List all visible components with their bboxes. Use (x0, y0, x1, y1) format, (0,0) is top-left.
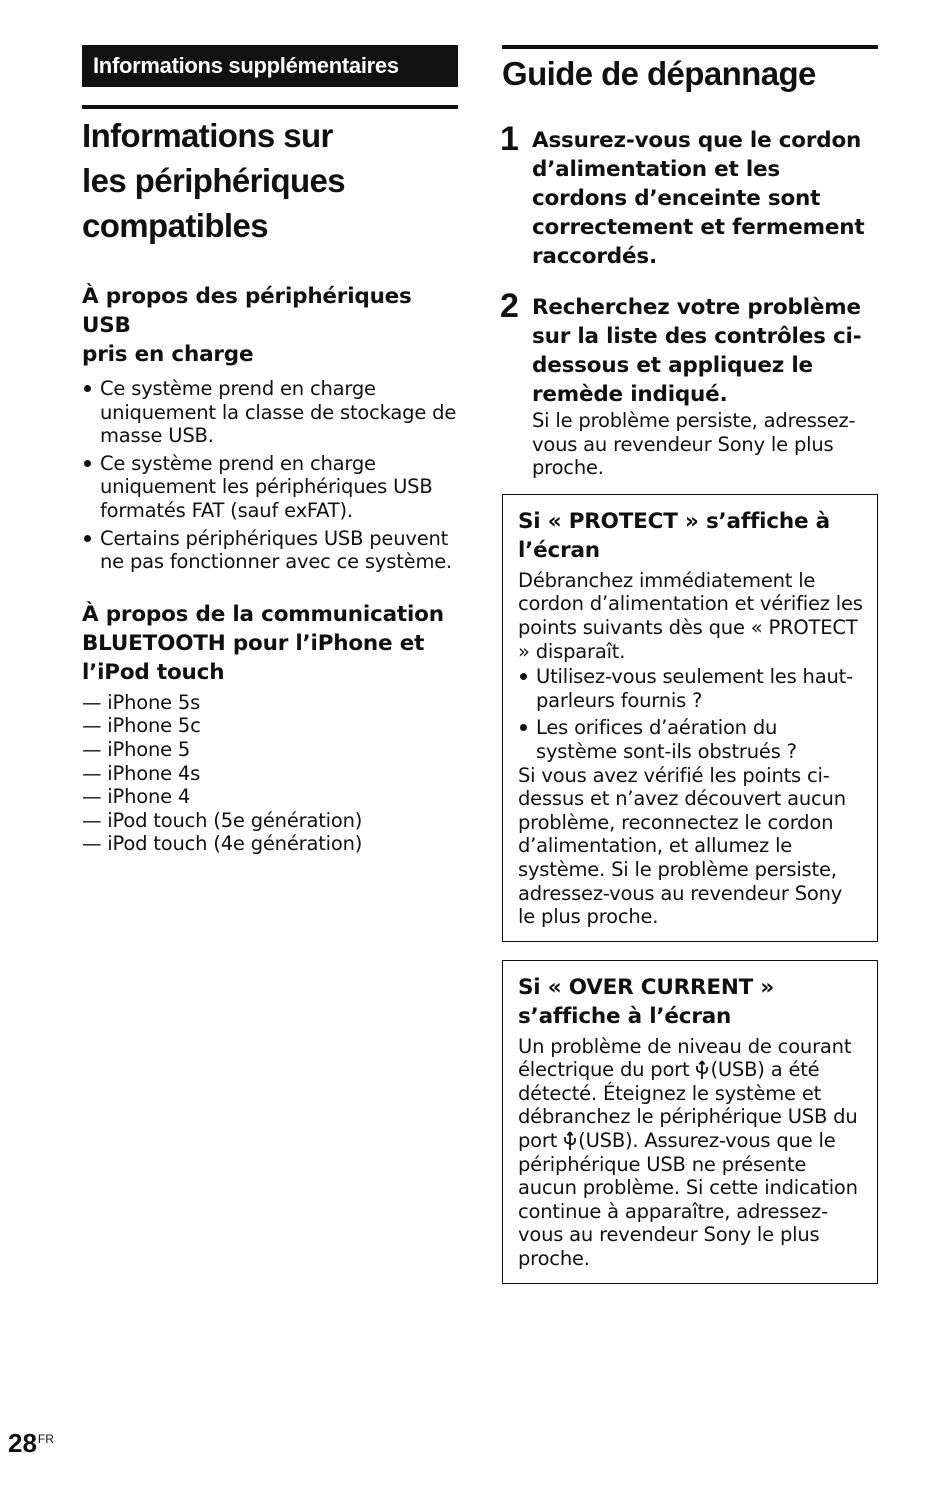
page-title (82, 113, 458, 248)
list-item: — iPhone 5 (82, 737, 191, 761)
over-current-text-part: Un problème de niveau de courant électrique du port (518, 1034, 852, 1082)
device-list (82, 691, 458, 856)
protect-heading: Si « PROTECT » s’affiche à l’écran (518, 508, 830, 563)
step-number: 1 (500, 120, 519, 158)
list-item: Ce système prend en charge uniquement les périphériques USB formatés FAT (sauf exFAT). (82, 452, 458, 523)
usb-bullet-list (82, 377, 458, 574)
usb-icon (563, 1129, 577, 1151)
step-2 (500, 287, 878, 480)
usb-heading (82, 282, 458, 369)
bluetooth-heading (82, 600, 458, 687)
step-text: Recherchez votre problème sur la liste des contrôles ci-dessous et appliquez le remède indiqué. (532, 295, 862, 407)
protect-intro: Débranchez immédiatement le cordon d’alimentation et vérifiez les points suivants dès que « PROTECT » disparaît. (518, 568, 863, 663)
list-item: Ce système prend en charge uniquement la classe de stockage de masse USB. (82, 377, 458, 448)
language-code: FR (37, 1432, 54, 1446)
right-column (502, 45, 878, 1284)
protect-box (502, 494, 878, 942)
list-item: Certains périphériques USB peuvent ne pas fonctionner avec ce système. (82, 527, 458, 574)
list-item: — iPod touch (5e génération) (82, 808, 363, 832)
usb-heading-line: À propos des périphériques USB (82, 284, 412, 338)
bluetooth-heading-line: BLUETOOTH pour l’iPhone et (82, 630, 425, 656)
over-current-box (502, 960, 878, 1284)
title-rule (82, 105, 458, 109)
bluetooth-heading-line: l’iPod touch (82, 659, 225, 685)
usb-icon (695, 1058, 709, 1080)
page-title-line: les périphériques (82, 162, 346, 199)
over-current-text (518, 1035, 863, 1271)
page-number (8, 1428, 54, 1459)
left-column (82, 45, 458, 856)
protect-bullet-list (518, 665, 863, 763)
list-item: — iPhone 5c (82, 714, 201, 738)
title-rule (502, 45, 878, 49)
page-title-line: compatibles (82, 207, 268, 244)
list-item: — iPhone 5s (82, 690, 201, 714)
over-current-heading: Si « OVER CURRENT » s’affiche à l’écran (518, 974, 775, 1029)
page-number-value: 28 (8, 1428, 37, 1458)
step-note: Si le problème persiste, adressez-vous au revendeur Sony le plus proche. (532, 409, 856, 480)
usb-heading-line: pris en charge (82, 342, 254, 367)
page-title-line: Informations sur (82, 117, 333, 154)
list-item: — iPod touch (4e génération) (82, 832, 363, 856)
list-item: Utilisez-vous seulement les haut-parleurs fournis ? (518, 665, 863, 712)
list-item: — iPhone 4s (82, 761, 201, 785)
over-current-text-part: (USB) a été détecté. Éteignez le système et débranchez le périphérique USB du port (518, 1058, 858, 1153)
bluetooth-heading-line: À propos de la communication (82, 601, 444, 627)
over-current-text-part: (USB). Assurez-vous que le périphérique USB ne présente aucun problème. Si cette indication continue à apparaître, adressez-vous au revendeur Sony le plus proche. (518, 1129, 858, 1271)
protect-outro: Si vous avez vérifié les points ci-dessus et n’avez découvert aucun problème, reconnectez le cordon d’alimentation, et allumez le système. Si le problème persiste, adressez-vous au revendeur Sony le plus proche. (518, 763, 846, 929)
step-number: 2 (500, 287, 519, 325)
step-1 (500, 120, 878, 271)
list-item: Les orifices d’aération du système sont-ils obstrués ? (518, 716, 863, 763)
section-tab: Informations supplémentaires (82, 45, 458, 87)
step-text: Assurez-vous que le cordon d’alimentation et les cordons d’enceinte sont correctement et fermement raccordés. (532, 128, 865, 269)
troubleshooting-title: Guide de dépannage (502, 55, 816, 92)
list-item: — iPhone 4 (82, 785, 191, 809)
